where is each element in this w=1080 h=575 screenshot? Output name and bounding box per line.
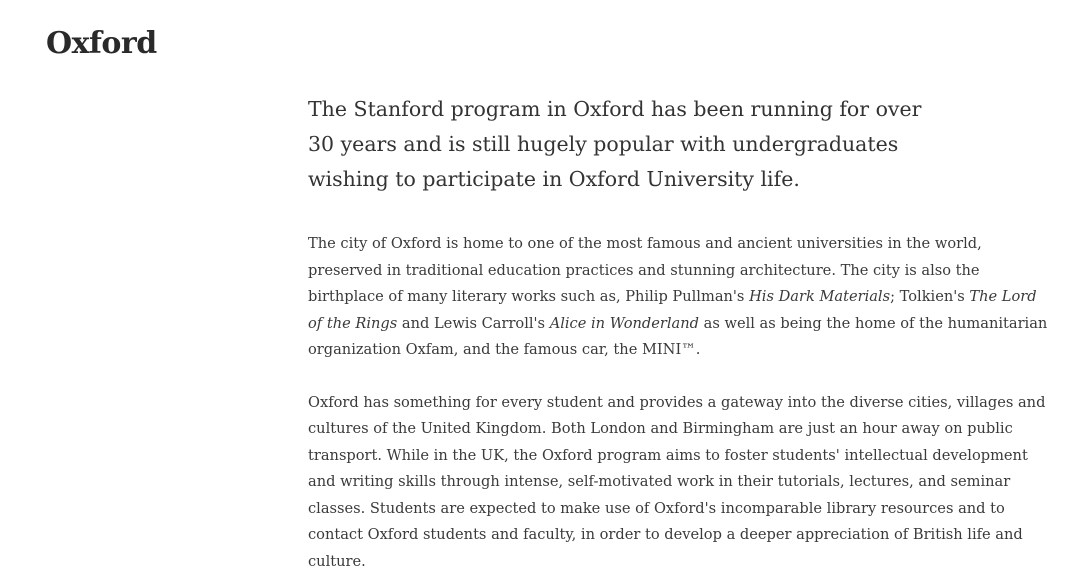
book-title-alice-in-wonderland: Alice in Wonderland xyxy=(549,314,699,332)
page-title: Oxford xyxy=(46,26,157,61)
paragraph-students: Oxford has something for every student and provides a gateway into the diverse cities, villages and cultures of the United Kingdom. Both London and Birmingham are just an hour away on public transport. While in the UK, the Oxford program aims to foster students' intellectual development and writing skills through intense, self-motivated work in their tutorials, lectures, and seminar classes. Students are expected to make use of Oxford's incomparable library resources and to contact Oxford students and faculty, in order to develop a deeper appreciation of British life and culture. xyxy=(308,393,1046,570)
paragraph-city-text: ; Tolkien's xyxy=(890,288,970,305)
book-title-his-dark-materials: His Dark Materials xyxy=(749,288,891,305)
paragraph-city-text: and Lewis Carroll's xyxy=(397,314,550,332)
intro-lead: The Stanford program in Oxford has been running for over 30 years and is still hugely popular with undergraduates wishing to participate in Oxford University life. xyxy=(308,97,922,191)
book-title-lord-of-the-rings: The Lord of the Rings xyxy=(308,288,1037,332)
paragraph-city-text: as well as being the home of the humanitarian organization Oxfam, and the famous car, the MINI™. xyxy=(308,314,1048,358)
article-content xyxy=(308,92,1048,575)
paragraph-city xyxy=(308,231,1048,364)
paragraph-city-text: The city of Oxford is home to one of the most famous and ancient universities in the world, preserved in traditional education practices and stunning architecture. The city is also the birthplace of many literary works such as, Philip Pullman's xyxy=(308,235,982,305)
